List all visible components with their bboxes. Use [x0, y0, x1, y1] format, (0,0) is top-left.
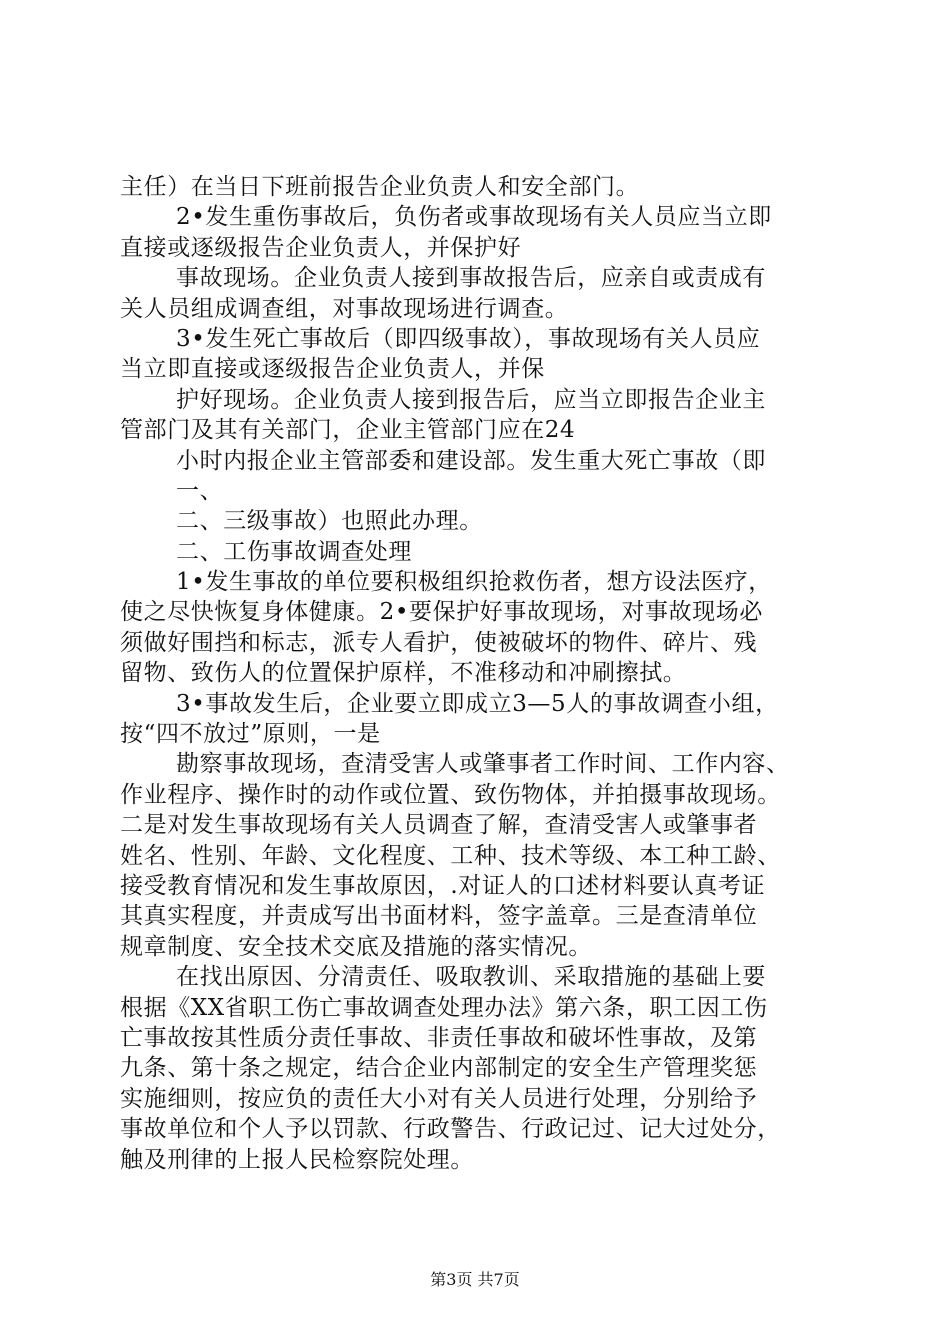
text-line: 主任）在当日下班前报告企业负责人和安全部门。	[120, 174, 640, 200]
text-line: 护好现场。企业负责人接到报告后，应当立即报告企业主	[176, 386, 766, 413]
text-line: 根据《XX省职工伤亡事故调查处理办法》第六条，职工因工伤	[120, 994, 768, 1021]
text-line: 1•发生事故的单位要积极组织抢救伤者，想方设法医疗，	[176, 569, 772, 596]
text-line: 管部门及其有关部门，企业主管部门应在24	[120, 417, 576, 444]
text-line: 一、	[176, 477, 224, 504]
text-line: 事故现场。企业负责人接到事故报告后，应亲自或责成有	[176, 265, 766, 292]
text-line: 当立即直接或逐级报告企业负责人，并保	[120, 356, 545, 383]
text-line: 3•发生死亡事故后（即四级事故），事故现场有关人员应	[176, 325, 761, 352]
text-line: 2•发生重伤事故后，负伤者或事故现场有关人员应当立即	[176, 204, 772, 231]
document-body	[120, 172, 840, 1175]
text-line: 须做好围挡和标志，派专人看护，使被破坏的物件、碎片、残	[120, 629, 758, 656]
text-line: 事故单位和个人予以罚款、行政警告、行政记过、记大过处分，	[120, 1116, 781, 1143]
section-heading: 二、工伤事故调查处理	[176, 538, 412, 565]
text-line: 直接或逐级报告企业负责人，并保护好	[120, 234, 522, 261]
text-line: 接受教育情况和发生事故原因，.对证人的口述材料要认真考证	[120, 872, 766, 899]
text-line: 亡事故按其性质分责任事故、非责任事故和破坏性事故，及第	[120, 1024, 758, 1051]
page-number-footer: 第3页 共7页	[430, 1270, 520, 1289]
text-line: 3•事故发生后，企业要立即成立3—5人的事故调查小组，	[176, 690, 779, 717]
text-line: 实施细则，按应负的责任大小对有关人员进行处理，分别给予	[120, 1085, 758, 1112]
text-line: 在找出原因、分清责任、吸取教训、采取措施的基础上要	[176, 964, 766, 991]
text-line: 二是对发生事故现场有关人员调查了解，查清受害人或肇事者	[120, 812, 758, 839]
text-line: 关人员组成调查组，对事故现场进行调查。	[120, 295, 569, 322]
text-line: 按“四不放过”原则，一是	[120, 721, 381, 748]
text-line: 小时内报企业主管部委和建设部。发生重大死亡事故（即	[176, 447, 766, 474]
text-line: 勘察事故现场，查清受害人或肇事者工作时间、工作内容、	[176, 751, 790, 778]
text-line: 留物、致伤人的位置保护原样，不准移动和冲刷擦拭。	[120, 660, 687, 687]
text-line: 其真实程度，并责成写出书面材料，签字盖章。三是查清单位	[120, 903, 758, 930]
text-line: 规章制度、安全技术交底及措施的落实情况。	[120, 933, 592, 960]
text-line: 二、三级事故）也照此办理。	[176, 508, 483, 535]
text-line: 使之尽快恢复身体健康。2•要保护好事故现场，对事故现场必	[120, 599, 763, 626]
text-line: 姓名、性别、年龄、文化程度、工种、技术等级、本工种工龄、	[120, 842, 781, 869]
text-line: 触及刑律的上报人民检察院处理。	[120, 1146, 474, 1173]
text-line: 九条、第十条之规定，结合企业内部制定的安全生产管理奖惩	[120, 1055, 758, 1082]
text-line: 作业程序、操作时的动作或位置、致伤物体，并拍摄事故现场。	[120, 781, 781, 808]
